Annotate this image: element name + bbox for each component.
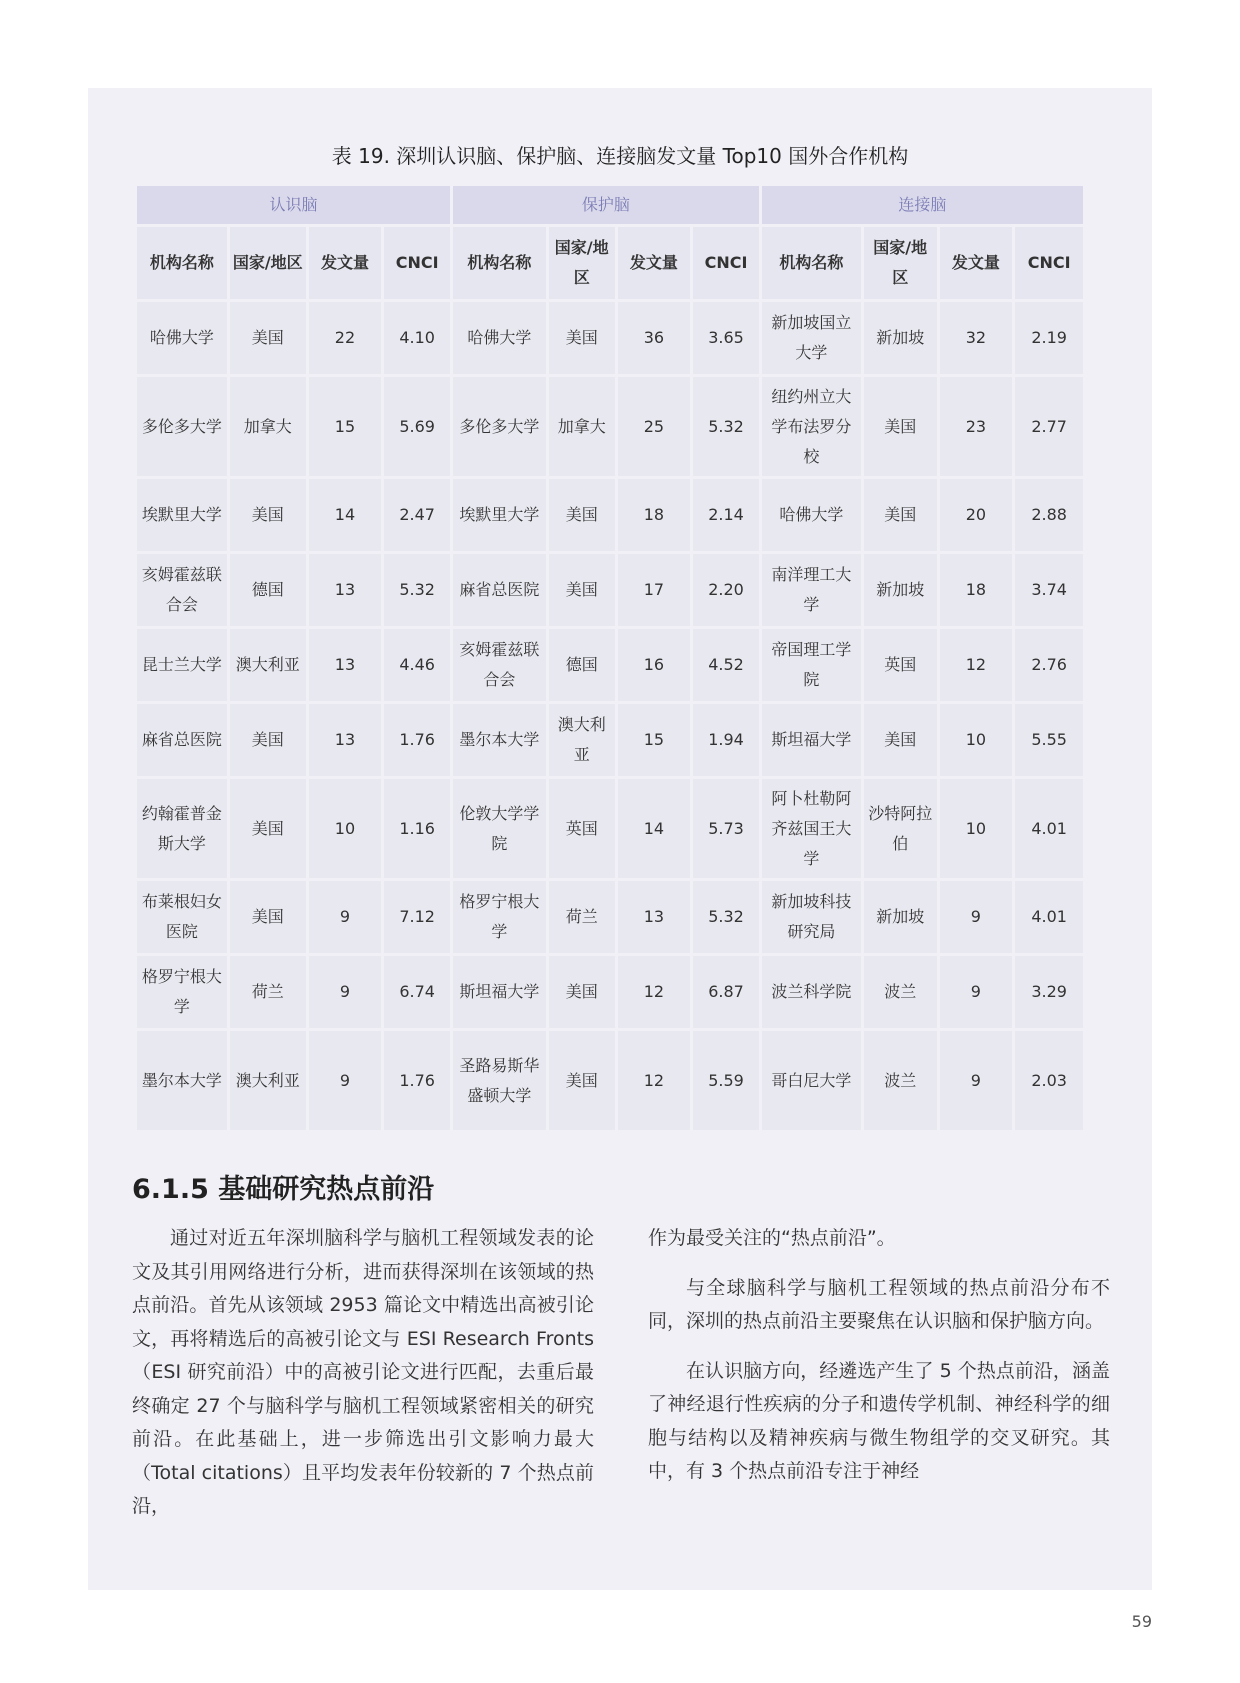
table-cell: 美国 [864, 479, 937, 551]
table-cell: 新加坡 [864, 302, 937, 374]
column-header: 国家/地区 [864, 227, 937, 299]
table-cell: 墨尔本大学 [453, 704, 546, 776]
table-cell: 1.94 [693, 704, 759, 776]
table-cell: 7.12 [384, 881, 450, 953]
table-cell: 3.65 [693, 302, 759, 374]
table-cell: 20 [940, 479, 1013, 551]
column-header: 机构名称 [762, 227, 861, 299]
column-header: 机构名称 [137, 227, 227, 299]
table-cell: 9 [309, 881, 382, 953]
paragraph: 通过对近五年深圳脑科学与脑机工程领域发表的论文及其引用网络进行分析，进而获得深圳在该领域的热点前沿。首先从该领域 2953 篇论文中精选出高被引论文，再将精选后的高被引论文与 ESI Research Fronts（ESI 研究前沿）中的高被引论文进行匹配，去重后最终确定 27 个与脑科学与脑机工程领域紧密相关的研究前沿。在此基础上，进一步筛选出引文影响力最大（Total citations）且平均发表年份较新的 7 个热点前沿， [132, 1227, 594, 1517]
table-cell: 5.55 [1015, 704, 1083, 776]
table-cell: 美国 [230, 881, 306, 953]
table-row [137, 881, 1083, 953]
table-row [137, 377, 1083, 476]
table-caption: 表 19. 深圳认识脑、保护脑、连接脑发文量 Top10 国外合作机构 [331, 144, 909, 168]
column-header: 国家/地区 [549, 227, 615, 299]
table-cell: 格罗宁根大学 [453, 881, 546, 953]
table-cell: 13 [309, 704, 382, 776]
table-cell: 圣路易斯华盛顿大学 [453, 1031, 546, 1130]
table-cell: 10 [309, 779, 382, 878]
table-cell: 哥白尼大学 [762, 1031, 861, 1130]
table-cell: 13 [309, 554, 382, 626]
column-header: 发文量 [309, 227, 382, 299]
table-cell: 亥姆霍兹联合会 [137, 554, 227, 626]
table-cell: 波兰科学院 [762, 956, 861, 1028]
table-cell: 4.46 [384, 629, 450, 701]
table-row [137, 479, 1083, 551]
column-header: 发文量 [940, 227, 1013, 299]
table-cell: 美国 [549, 956, 615, 1028]
table-cell: 5.59 [693, 1031, 759, 1130]
table-cell: 4.01 [1015, 881, 1083, 953]
column-header: CNCI [384, 227, 450, 299]
table-cell: 9 [940, 881, 1013, 953]
text-column-right [648, 1222, 1110, 1505]
table-cell: 布莱根妇女医院 [137, 881, 227, 953]
table-row [137, 554, 1083, 626]
table-cell: 帝国理工学院 [762, 629, 861, 701]
table-cell: 32 [940, 302, 1013, 374]
table-cell: 麻省总医院 [137, 704, 227, 776]
group-header-connect-brain: 连接脑 [762, 186, 1083, 224]
table-cell: 美国 [230, 779, 306, 878]
table-cell: 2.20 [693, 554, 759, 626]
table-cell: 15 [309, 377, 382, 476]
group-header-protect-brain: 保护脑 [453, 186, 759, 224]
table-cell: 纽约州立大学布法罗分校 [762, 377, 861, 476]
table-cell: 18 [940, 554, 1013, 626]
table-cell: 墨尔本大学 [137, 1031, 227, 1130]
table-cell: 5.32 [384, 554, 450, 626]
table-row [137, 629, 1083, 701]
table-cell: 12 [618, 956, 691, 1028]
table-cell: 昆士兰大学 [137, 629, 227, 701]
table-cell: 9 [309, 1031, 382, 1130]
table-cell: 5.32 [693, 881, 759, 953]
table-cell: 2.77 [1015, 377, 1083, 476]
table-cell: 波兰 [864, 1031, 937, 1130]
table-cell: 澳大利亚 [230, 629, 306, 701]
table-cell: 斯坦福大学 [762, 704, 861, 776]
table-row [137, 1031, 1083, 1130]
table-cell: 美国 [549, 479, 615, 551]
table-cell: 6.74 [384, 956, 450, 1028]
table-cell: 5.69 [384, 377, 450, 476]
table-cell: 哈佛大学 [453, 302, 546, 374]
paragraph: 与全球脑科学与脑机工程领域的热点前沿分布不同，深圳的热点前沿主要聚焦在认识脑和保护脑方向。 [648, 1276, 1110, 1332]
table-cell: 美国 [864, 377, 937, 476]
table-cell: 伦敦大学学院 [453, 779, 546, 878]
table-cell: 多伦多大学 [453, 377, 546, 476]
table-cell: 埃默里大学 [137, 479, 227, 551]
table-cell: 17 [618, 554, 691, 626]
table-cell: 4.01 [1015, 779, 1083, 878]
table-cell: 13 [309, 629, 382, 701]
table-cell: 英国 [549, 779, 615, 878]
column-header: 国家/地区 [230, 227, 306, 299]
table-cell: 2.47 [384, 479, 450, 551]
table-cell: 2.14 [693, 479, 759, 551]
table-cell: 美国 [864, 704, 937, 776]
paragraph: 在认识脑方向，经遴选产生了 5 个热点前沿，涵盖了神经退行性疾病的分子和遗传学机制、神经科学的细胞与结构以及精神疾病与微生物组学的交叉研究。其中，有 3 个热点前沿专注于神经 [648, 1359, 1110, 1482]
table-cell: 新加坡科技研究局 [762, 881, 861, 953]
column-header: 机构名称 [453, 227, 546, 299]
paragraph: 作为最受关注的“热点前沿”。 [648, 1227, 896, 1249]
table-cell: 加拿大 [230, 377, 306, 476]
table-cell: 新加坡 [864, 554, 937, 626]
table-cell: 哈佛大学 [137, 302, 227, 374]
table-cell: 3.74 [1015, 554, 1083, 626]
table-cell: 5.73 [693, 779, 759, 878]
table-row [137, 779, 1083, 878]
table-cell: 美国 [230, 704, 306, 776]
table-cell: 3.29 [1015, 956, 1083, 1028]
table-row [137, 704, 1083, 776]
table-cell: 加拿大 [549, 377, 615, 476]
table-cell: 10 [940, 779, 1013, 878]
table-cell: 1.76 [384, 1031, 450, 1130]
table-cell: 22 [309, 302, 382, 374]
table-cell: 5.32 [693, 377, 759, 476]
table-cell: 18 [618, 479, 691, 551]
table-cell: 2.88 [1015, 479, 1083, 551]
table-row [137, 302, 1083, 374]
section-title: 6.1.5 基础研究热点前沿 [132, 1174, 435, 1205]
table-cell: 沙特阿拉伯 [864, 779, 937, 878]
table-cell: 1.76 [384, 704, 450, 776]
table-cell: 9 [309, 956, 382, 1028]
table-cell: 多伦多大学 [137, 377, 227, 476]
table-cell: 美国 [549, 1031, 615, 1130]
table-cell: 波兰 [864, 956, 937, 1028]
table-cell: 麻省总医院 [453, 554, 546, 626]
table-cell: 约翰霍普金斯大学 [137, 779, 227, 878]
table-cell: 英国 [864, 629, 937, 701]
group-header-recognize-brain: 认识脑 [137, 186, 450, 224]
table-cell: 美国 [230, 479, 306, 551]
table-cell: 14 [309, 479, 382, 551]
table-cell: 2.76 [1015, 629, 1083, 701]
table-cell: 23 [940, 377, 1013, 476]
table-cell: 9 [940, 956, 1013, 1028]
partner-institutions-table [134, 183, 1086, 1133]
table-cell: 9 [940, 1031, 1013, 1130]
table-cell: 2.19 [1015, 302, 1083, 374]
table-cell: 德国 [230, 554, 306, 626]
table-cell: 澳大利亚 [230, 1031, 306, 1130]
table-cell: 哈佛大学 [762, 479, 861, 551]
table-cell: 4.10 [384, 302, 450, 374]
table-cell: 14 [618, 779, 691, 878]
table-cell: 荷兰 [549, 881, 615, 953]
table-cell: 新加坡 [864, 881, 937, 953]
table-cell: 12 [940, 629, 1013, 701]
table-cell: 13 [618, 881, 691, 953]
column-header: 发文量 [618, 227, 691, 299]
table-cell: 12 [618, 1031, 691, 1130]
table-cell: 美国 [549, 554, 615, 626]
table-cell: 南洋理工大学 [762, 554, 861, 626]
table-row [137, 956, 1083, 1028]
table-cell: 斯坦福大学 [453, 956, 546, 1028]
table-cell: 美国 [549, 302, 615, 374]
table-cell: 6.87 [693, 956, 759, 1028]
column-header: CNCI [693, 227, 759, 299]
text-column-left [132, 1222, 594, 1540]
table-cell: 美国 [230, 302, 306, 374]
table-cell: 1.16 [384, 779, 450, 878]
table-cell: 15 [618, 704, 691, 776]
table-cell: 2.03 [1015, 1031, 1083, 1130]
table-cell: 新加坡国立大学 [762, 302, 861, 374]
table-cell: 澳大利亚 [549, 704, 615, 776]
table-cell: 10 [940, 704, 1013, 776]
table-cell: 阿卜杜勒阿齐兹国王大学 [762, 779, 861, 878]
page-number: 59 [1131, 1612, 1152, 1631]
table-cell: 25 [618, 377, 691, 476]
table-cell: 荷兰 [230, 956, 306, 1028]
table-cell: 埃默里大学 [453, 479, 546, 551]
column-header: CNCI [1015, 227, 1083, 299]
table-cell: 4.52 [693, 629, 759, 701]
table-cell: 亥姆霍兹联合会 [453, 629, 546, 701]
table-cell: 德国 [549, 629, 615, 701]
table-cell: 16 [618, 629, 691, 701]
table-cell: 36 [618, 302, 691, 374]
table-cell: 格罗宁根大学 [137, 956, 227, 1028]
